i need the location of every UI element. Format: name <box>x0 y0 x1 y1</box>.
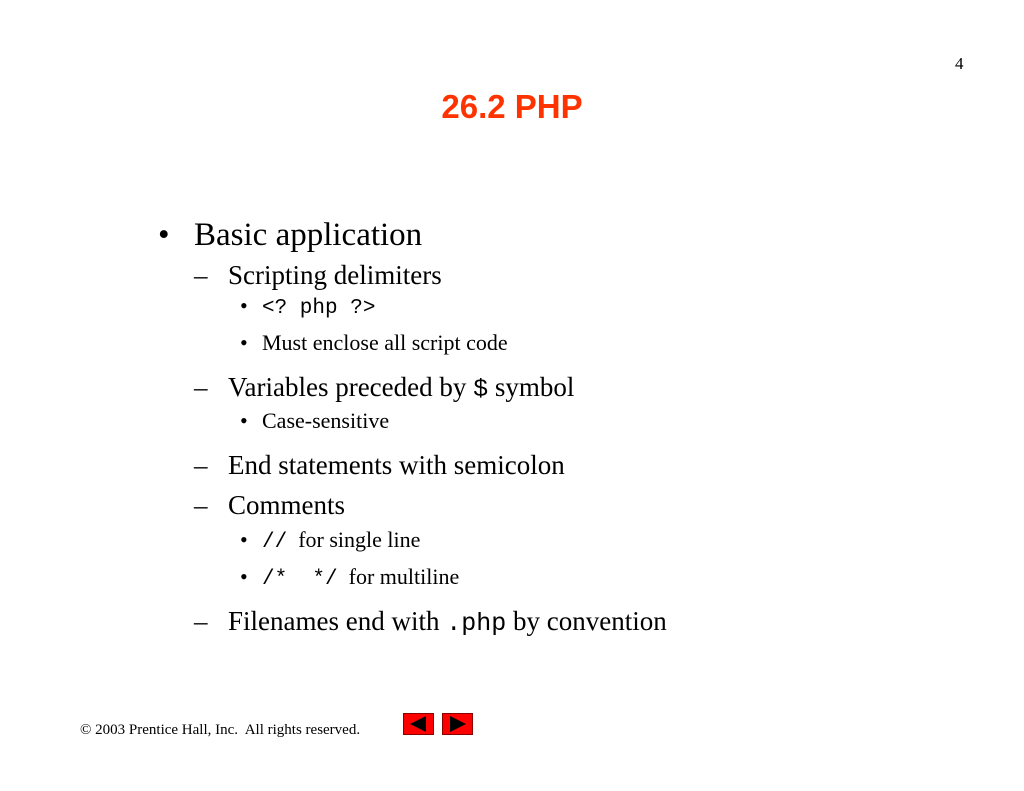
bullet-marker: – <box>194 260 208 290</box>
bullet-marker: • <box>240 564 248 589</box>
bullet-text: for single line <box>287 527 421 552</box>
bullet-marker: – <box>194 490 208 520</box>
copyright-icon: © <box>80 722 92 738</box>
bullet-marker: – <box>194 372 208 402</box>
bullet-filenames <box>167 575 667 669</box>
code-php-delimiters: <? php ?> <box>262 297 376 320</box>
bullet-marker: – <box>194 450 208 480</box>
bullet-marker: • <box>240 293 248 318</box>
bullet-text: symbol <box>488 372 575 402</box>
bullet-marker: • <box>240 408 248 433</box>
bullet-text: Filenames end with <box>228 606 447 636</box>
code-dollar-symbol: $ <box>473 375 489 404</box>
next-slide-button[interactable] <box>442 713 473 735</box>
bullet-text: Basic application <box>194 217 423 253</box>
bullet-marker: – <box>194 606 208 636</box>
arrow-right-icon <box>443 714 472 734</box>
previous-slide-button[interactable] <box>403 713 434 735</box>
bullet-text: Must enclose all script code <box>262 330 508 355</box>
page-number: 4 <box>955 54 964 73</box>
arrow-left-icon <box>404 714 433 734</box>
copyright-footer <box>80 722 360 739</box>
bullet-text: End statements with semicolon <box>228 450 565 480</box>
bullet-text: Variables preceded by <box>228 372 474 402</box>
bullet-marker: • <box>240 527 248 552</box>
bullet-text: Case-sensitive <box>262 408 390 433</box>
bullet-text: Scripting delimiters <box>228 260 442 290</box>
code-single-line-comment: // <box>262 531 288 554</box>
slide-title: 26.2 PHP <box>441 88 583 125</box>
bullet-text: for multiline <box>337 564 460 589</box>
code-multiline-comment: /* */ <box>262 568 338 591</box>
bullet-marker: • <box>158 217 170 253</box>
code-php-extension: .php <box>446 609 507 638</box>
bullet-text: by convention <box>506 606 667 636</box>
bullet-marker: • <box>240 330 248 355</box>
copyright-text: 2003 Prentice Hall, Inc. All rights reserved. <box>91 722 361 738</box>
bullet-text: Comments <box>228 490 346 520</box>
